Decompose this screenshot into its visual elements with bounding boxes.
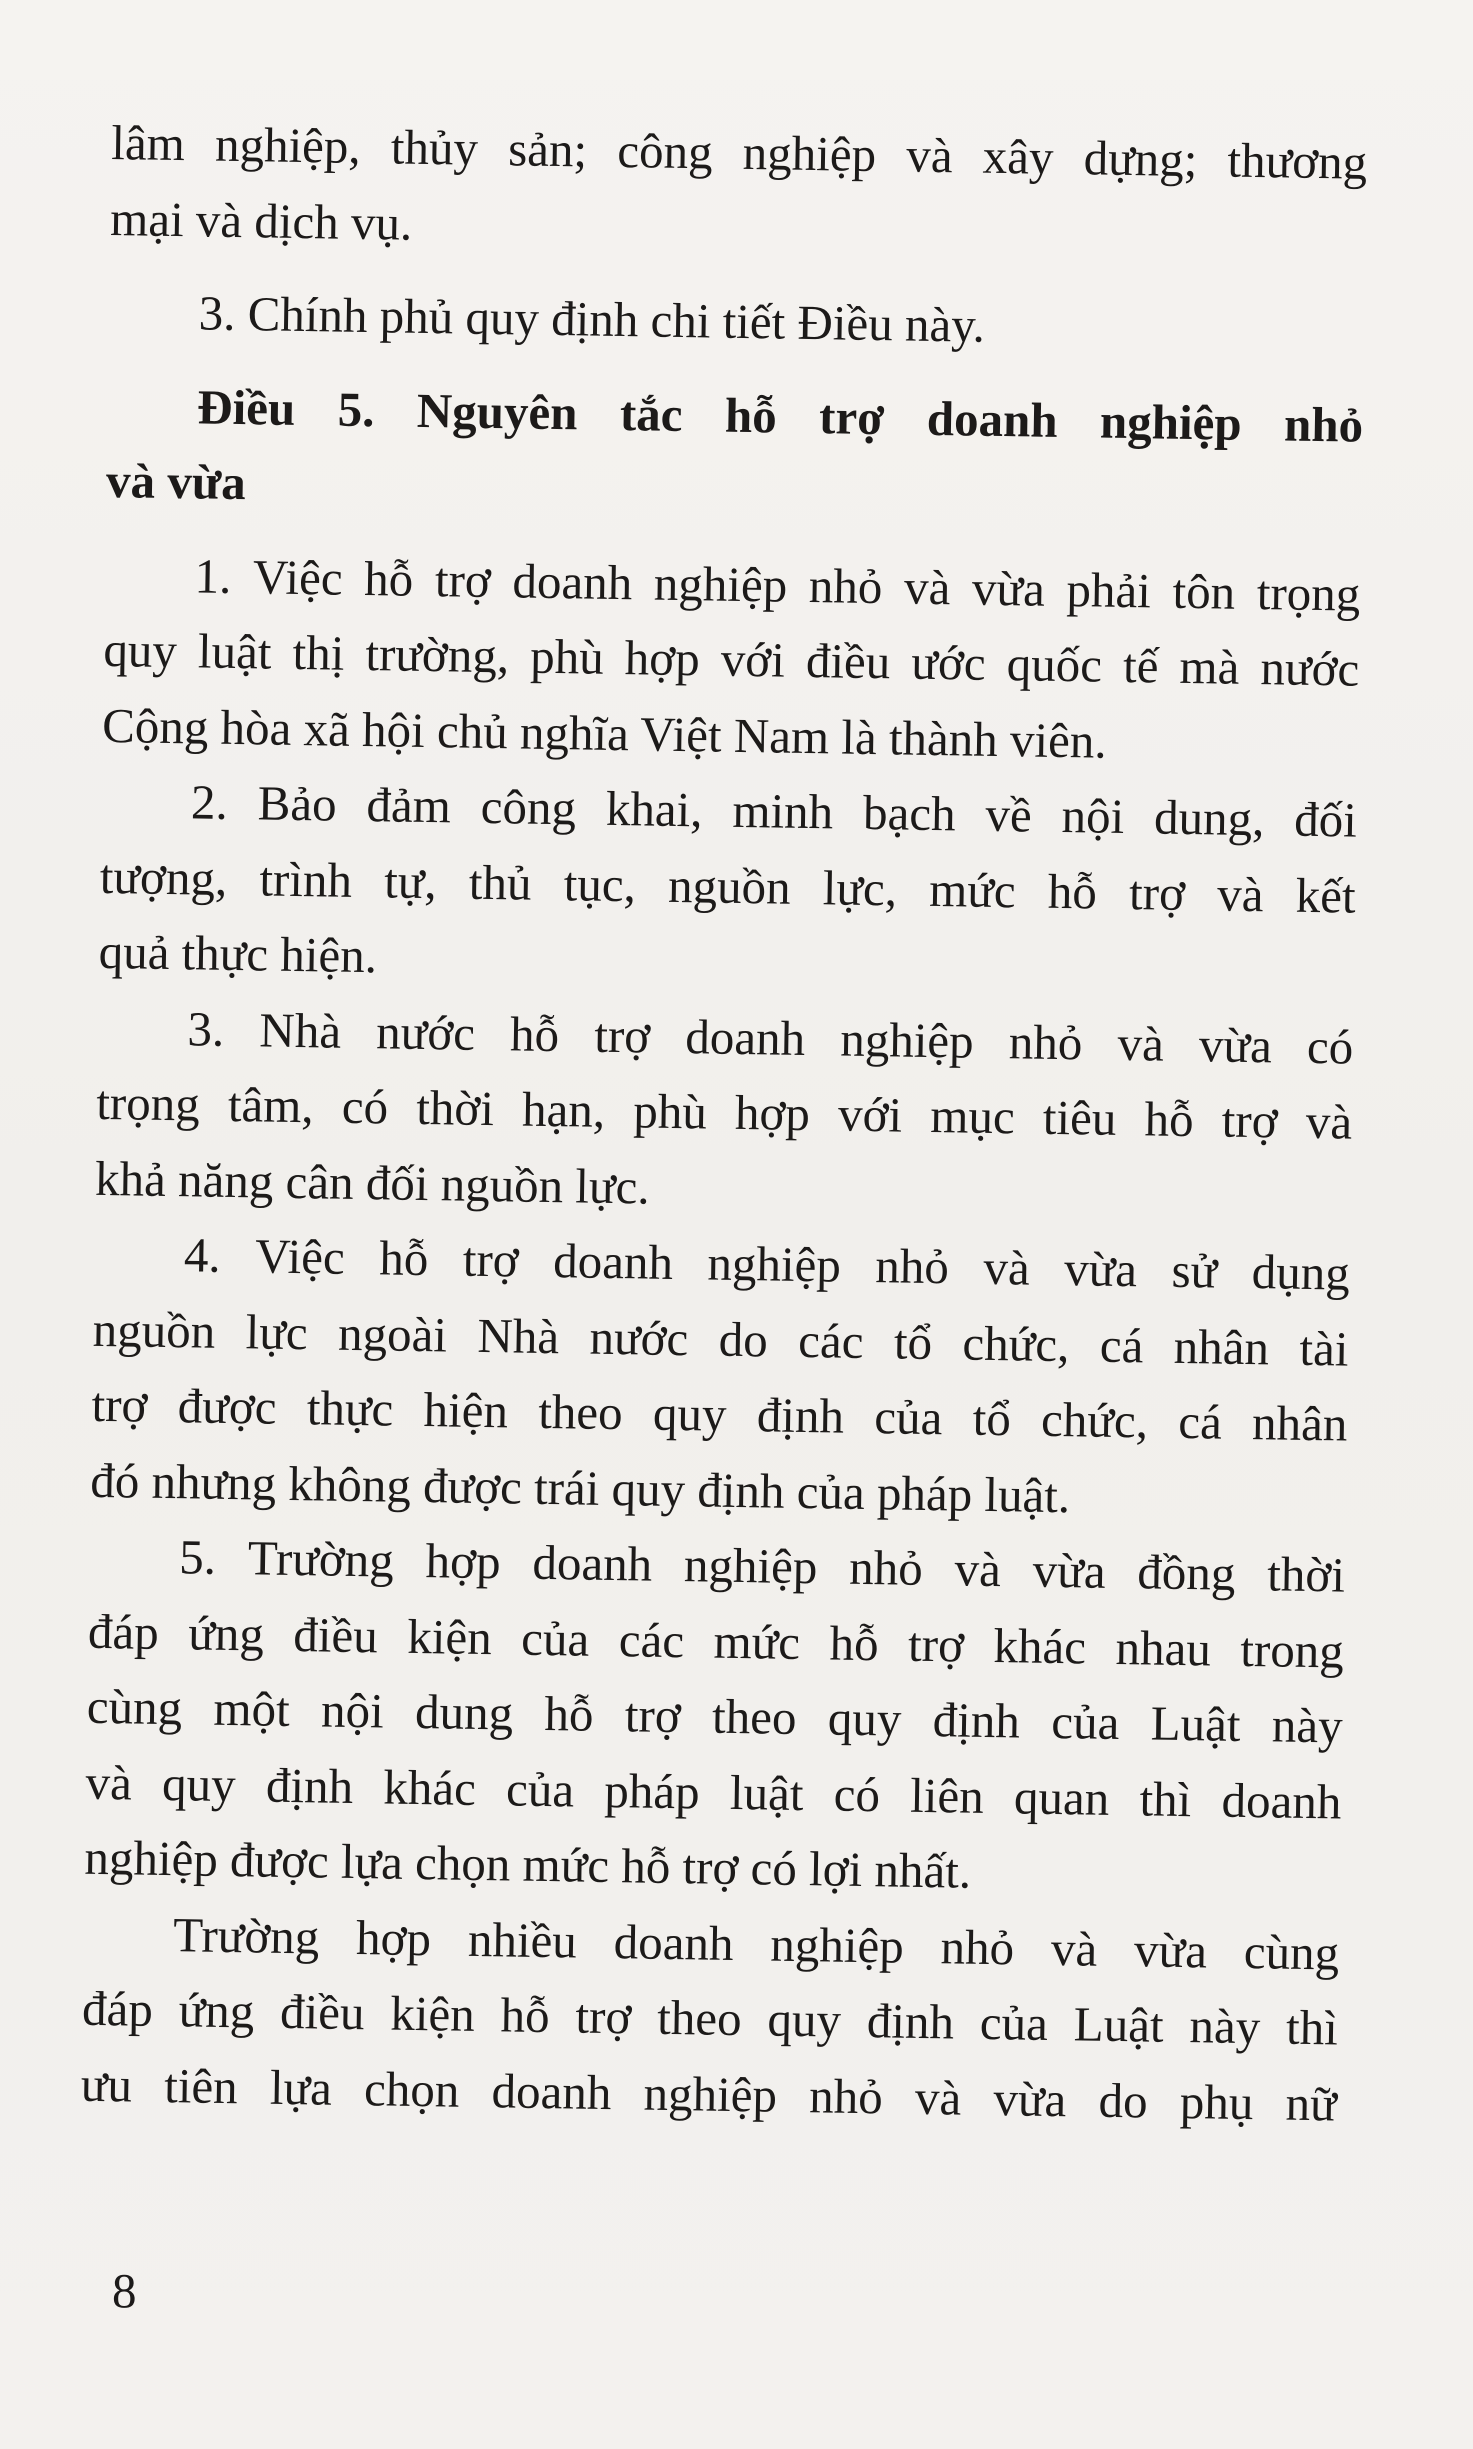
word: trọng xyxy=(1256,564,1361,622)
word: nước xyxy=(1260,640,1360,697)
text-line-content: 3. Chính phủ quy định chi tiết Điều này. xyxy=(198,285,986,353)
paragraph-clause-4 xyxy=(90,1216,1351,1538)
word: thương xyxy=(1227,132,1368,190)
word: cá xyxy=(1177,1393,1223,1450)
word: Điều xyxy=(196,378,296,436)
word: dung xyxy=(414,1683,514,1741)
paragraph-clause-3-prev xyxy=(108,274,1365,369)
page-number: 8 xyxy=(112,2263,137,2318)
word: hợp xyxy=(734,1084,811,1142)
word: quy xyxy=(652,1385,727,1442)
word: nhiều xyxy=(467,1911,578,1969)
word: nghiệp, xyxy=(214,116,362,174)
word: có xyxy=(1306,1018,1354,1075)
word: hỗ xyxy=(544,1685,594,1742)
word: của xyxy=(1050,1693,1120,1751)
text-line-content: khả năng cân đối nguồn lực. xyxy=(94,1150,651,1215)
word: và xyxy=(914,2069,962,2126)
word: Nguyên xyxy=(416,382,578,440)
word: doanh xyxy=(532,1534,653,1592)
word: dựng; xyxy=(1083,130,1198,188)
word: với xyxy=(720,631,786,688)
word: mức xyxy=(928,861,1017,918)
word: đáp xyxy=(87,1603,160,1660)
word: nguồn xyxy=(92,1301,216,1359)
word: 1. xyxy=(194,547,232,604)
word: có xyxy=(833,1766,881,1822)
word: của xyxy=(505,1760,575,1817)
word: nghiệp xyxy=(839,1011,975,1069)
word: nghiệp xyxy=(1099,393,1243,451)
word: thủ xyxy=(468,854,532,911)
word: trong xyxy=(1239,1621,1345,1679)
word: khác xyxy=(993,1617,1087,1674)
word: nội xyxy=(1061,788,1125,844)
text-line-content: mại và dịch vụ. xyxy=(109,190,413,251)
word: Việc xyxy=(254,1228,346,1285)
word: dụng xyxy=(1251,1244,1351,1301)
word: ngoài xyxy=(337,1305,448,1362)
word: tổ xyxy=(893,1313,933,1370)
word: doanh xyxy=(552,1233,674,1290)
word: thời xyxy=(1266,1546,1346,1603)
word: có xyxy=(341,1078,389,1135)
word: 3. xyxy=(187,1000,225,1057)
word: chọn xyxy=(363,2060,460,2118)
text-line-content: và vừa xyxy=(105,452,247,511)
word: mức xyxy=(713,1613,801,1670)
word: điều xyxy=(279,1983,365,2041)
word: hợp xyxy=(355,1909,432,1966)
word: vừa xyxy=(993,2070,1067,2127)
text-line-content: quả thực hiện. xyxy=(98,923,378,984)
word: vừa xyxy=(1133,1921,1208,1978)
word: và xyxy=(1305,1093,1353,1150)
word: điều xyxy=(805,632,891,690)
word: quốc xyxy=(1006,636,1103,693)
word: nhỏ xyxy=(808,557,883,614)
word: nhỏ xyxy=(1283,395,1364,453)
word: theo xyxy=(711,1688,797,1745)
word: thời xyxy=(415,1079,495,1137)
word: nhỏ xyxy=(848,1539,924,1596)
word: và xyxy=(905,127,954,184)
word: ước xyxy=(910,634,987,691)
word: luật xyxy=(197,623,272,680)
paragraph-intro-continuation xyxy=(110,105,1368,276)
word: Luật xyxy=(1150,1695,1241,1752)
word: khác xyxy=(382,1758,477,1816)
word: sản; xyxy=(507,121,588,178)
word: do xyxy=(718,1311,769,1367)
word: nghiệp xyxy=(643,2065,778,2123)
body-text xyxy=(80,105,1368,2141)
word: nhỏ xyxy=(808,2067,884,2124)
word: quy xyxy=(103,621,178,679)
word: minh xyxy=(732,782,834,840)
word: trợ xyxy=(818,388,885,445)
word: nghiệp xyxy=(742,124,877,183)
word: hiện xyxy=(423,1382,509,1439)
word: định xyxy=(932,1692,1021,1749)
word: định xyxy=(866,1993,955,2050)
word: trợ xyxy=(91,1376,148,1433)
word: được xyxy=(177,1378,277,1435)
word: và xyxy=(983,1239,1031,1296)
word: của xyxy=(520,1610,590,1667)
word: lâm xyxy=(110,114,186,172)
word: quy xyxy=(767,1991,842,2048)
word: phải xyxy=(1066,561,1152,618)
word: hỗ xyxy=(1144,1091,1195,1148)
word: bạch xyxy=(862,784,957,842)
word: chức, xyxy=(1040,1391,1149,1449)
word: lựa xyxy=(269,2059,333,2116)
word: doanh xyxy=(491,2062,612,2120)
word: vừa xyxy=(1063,1241,1138,1298)
word: và xyxy=(954,1541,1002,1598)
word: luật xyxy=(729,1764,804,1821)
word: thủy xyxy=(390,119,479,176)
word: tiên xyxy=(163,2057,239,2114)
word: xây xyxy=(982,128,1054,185)
word: nghiệp xyxy=(707,1235,842,1293)
word: hỗ xyxy=(1047,863,1098,920)
word: quan xyxy=(1013,1768,1110,1826)
word: nước xyxy=(589,1309,689,1366)
word: trợ xyxy=(1221,1092,1279,1149)
word: một xyxy=(213,1680,291,1737)
word: liên xyxy=(909,1767,985,1824)
word: thì xyxy=(1139,1770,1192,1827)
word: trợ xyxy=(1128,864,1186,921)
word: nhân xyxy=(1173,1318,1270,1375)
word: của xyxy=(873,1389,943,1446)
word: tài xyxy=(1299,1320,1349,1377)
word: định xyxy=(756,1387,845,1444)
word: nhau xyxy=(1115,1619,1212,1676)
word: nghiệp xyxy=(769,1916,905,1974)
word: ứng xyxy=(187,1604,265,1662)
word: hỗ xyxy=(509,1005,560,1062)
paragraph-clause-5 xyxy=(84,1518,1346,1915)
word: sử xyxy=(1171,1242,1218,1299)
word: nhân xyxy=(1251,1395,1348,1452)
word: trợ xyxy=(624,1687,682,1744)
word: của xyxy=(979,1994,1049,2051)
text-line xyxy=(108,274,1365,369)
word: cùng xyxy=(1243,1923,1340,1980)
word: hạn, xyxy=(521,1081,606,1138)
word: hợp xyxy=(425,1533,502,1590)
word: vừa xyxy=(971,560,1046,617)
word: nguồn xyxy=(667,857,792,915)
word: Bảo xyxy=(257,775,338,832)
word: kiện xyxy=(389,1985,476,2042)
word: thì xyxy=(1285,1999,1339,2056)
word: phụ xyxy=(1179,2073,1254,2130)
word: mục xyxy=(929,1087,1016,1145)
word: tự, xyxy=(383,852,438,909)
word: cá xyxy=(1099,1317,1144,1373)
word: tắc xyxy=(619,385,683,442)
word: và xyxy=(1216,865,1264,922)
word: Luật xyxy=(1073,1996,1165,2053)
word: hỗ xyxy=(724,387,778,443)
word: đồng xyxy=(1137,1544,1236,1601)
word: doanh xyxy=(613,1913,734,1971)
word: phù xyxy=(529,628,605,685)
word: và xyxy=(1117,1015,1165,1072)
word: nội xyxy=(320,1682,385,1739)
word: công xyxy=(480,778,577,836)
word: tôn xyxy=(1172,563,1236,620)
word: quy xyxy=(161,1755,237,1812)
word: nước xyxy=(375,1003,476,1061)
word: trợ xyxy=(907,1616,965,1673)
word: doanh xyxy=(926,390,1059,448)
word: trợ xyxy=(575,1988,632,2045)
word: đảm xyxy=(366,777,452,834)
word: 4. xyxy=(183,1227,222,1283)
word: 5. xyxy=(337,381,375,437)
word: doanh xyxy=(684,1008,806,1066)
word: kết xyxy=(1295,867,1357,924)
word: nữ xyxy=(1285,2075,1338,2131)
word: 5. xyxy=(178,1529,217,1585)
word: và xyxy=(1050,1920,1098,1977)
word: nhỏ xyxy=(1008,1013,1083,1070)
paragraph-clause-5-continued xyxy=(80,1895,1339,2141)
word: kiện xyxy=(406,1608,493,1665)
word: trợ xyxy=(434,551,492,608)
word: này xyxy=(1189,1998,1261,2055)
word: trợ xyxy=(462,1231,520,1288)
word: lực xyxy=(245,1303,309,1360)
word: trường, xyxy=(365,626,510,684)
word: chức, xyxy=(962,1315,1070,1372)
word: doanh xyxy=(1221,1772,1342,1830)
word: ứng xyxy=(178,1982,255,2039)
word: lực, xyxy=(822,859,898,916)
word: ưu xyxy=(80,2056,133,2113)
word: theo xyxy=(656,1989,743,2047)
word: về xyxy=(985,786,1033,843)
word: vừa xyxy=(1198,1016,1273,1073)
word: thị xyxy=(292,624,345,681)
word: thực xyxy=(306,1380,394,1437)
word: các xyxy=(618,1611,685,1668)
word: Nhà xyxy=(259,1001,342,1059)
word: tượng, xyxy=(99,848,228,906)
word: với xyxy=(837,1086,903,1143)
word: hỗ xyxy=(363,550,414,607)
word: trọng xyxy=(95,1074,201,1132)
word: nhỏ xyxy=(874,1238,950,1295)
word: tổ xyxy=(972,1390,1012,1447)
word: tâm, xyxy=(227,1076,315,1134)
word: trình xyxy=(259,850,353,908)
text-line-content: Cộng hòa xã hội chủ nghĩa Việt Nam là thành viên. xyxy=(101,697,1108,769)
word: doanh xyxy=(512,552,633,610)
word: đối xyxy=(1293,791,1358,848)
word: mà xyxy=(1179,638,1240,695)
paragraph-clause-2 xyxy=(98,763,1357,1009)
word: công xyxy=(616,122,714,180)
word: khai, xyxy=(605,780,703,838)
word: hỗ xyxy=(378,1230,429,1287)
paragraph-clause-3 xyxy=(95,989,1354,1235)
word: cùng xyxy=(86,1678,183,1736)
text-line-content: đó nhưng không được trái quy định của pháp luật. xyxy=(89,1452,1071,1523)
word: tiêu xyxy=(1042,1089,1117,1146)
word: pháp xyxy=(604,1762,701,1819)
word: hợp xyxy=(624,630,701,687)
word: hỗ xyxy=(500,1987,551,2044)
word: các xyxy=(797,1312,864,1369)
word: hỗ xyxy=(829,1614,880,1671)
word: tế xyxy=(1122,637,1159,694)
word: nhỏ xyxy=(940,1918,1015,1975)
word: định xyxy=(265,1757,354,1814)
word: và xyxy=(85,1754,133,1811)
word: và xyxy=(903,559,951,615)
word: phù xyxy=(632,1083,708,1140)
word: dung, xyxy=(1153,789,1265,847)
word: Trường xyxy=(172,1906,320,1964)
word: vừa xyxy=(1032,1542,1107,1599)
word: đáp xyxy=(81,1980,154,2037)
word: Nhà xyxy=(477,1307,560,1364)
word: trợ xyxy=(593,1007,651,1064)
word: điều xyxy=(293,1606,379,1663)
word: do xyxy=(1098,2072,1149,2129)
word: nghiệp xyxy=(653,555,788,613)
word: nghiệp xyxy=(683,1537,818,1595)
word: Trường xyxy=(247,1530,395,1588)
text-line-content: nghiệp được lựa chọn mức hỗ trợ có lợi nhất. xyxy=(84,1829,972,1899)
word: theo xyxy=(537,1383,624,1441)
word: 2. xyxy=(190,774,229,830)
paragraph-clause-1 xyxy=(102,536,1361,782)
article-heading xyxy=(106,367,1364,538)
word: tục, xyxy=(563,855,637,912)
word: quy xyxy=(827,1690,902,1747)
word: Việc xyxy=(252,548,344,606)
word: này xyxy=(1271,1697,1344,1754)
